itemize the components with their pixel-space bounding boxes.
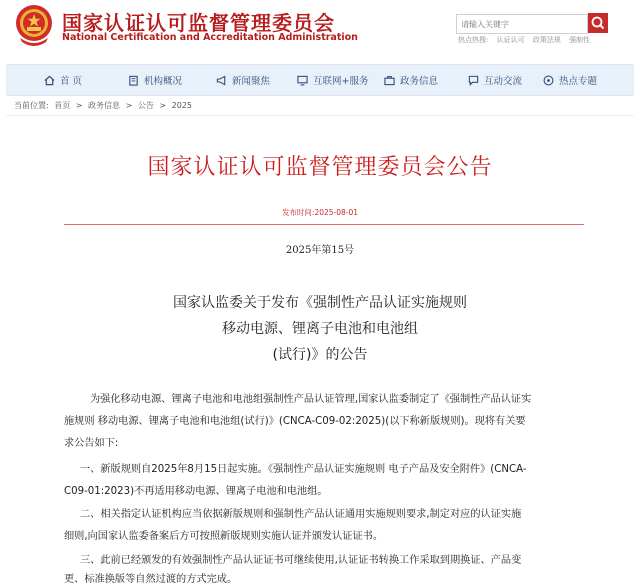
site-header [0, 0, 640, 58]
body-paragraph-line: 更、标准换版等自然过渡的方式完成。 [64, 574, 238, 585]
body-paragraph-line: 为强化移动电源、锂离子电池和电池组强制性产品认证管理,国家认监委制定了《强制性产品认证实 [90, 394, 532, 405]
search-button[interactable] [588, 13, 608, 33]
breadcrumb-link[interactable]: 首页 [54, 101, 71, 110]
nav-item-news[interactable] [216, 65, 270, 95]
nav-item-services[interactable] [297, 65, 368, 95]
hot-search-term[interactable]: 政策法规 [532, 36, 561, 44]
document-title-line: 移动电源、锂离子电池和电池组 [222, 321, 418, 337]
body-paragraph-line: 施规则 移动电源、锂离子电池和电池组(试行)》(CNCA-C09-02:2025)(以下称新版规则)。现将有关要 [64, 416, 526, 427]
breadcrumb [14, 100, 195, 111]
hot-search-term[interactable]: 强制性 [569, 36, 591, 44]
building-icon [128, 75, 139, 86]
site-name-en: National Certification and Accreditation Administration [62, 32, 358, 43]
hot-search-term[interactable]: 认证认可 [496, 36, 525, 44]
nav-item-label: 热点专题 [559, 76, 598, 87]
briefcase-icon [384, 75, 395, 86]
chat-icon [468, 75, 479, 86]
document-title-line: (试行)》的公告 [272, 347, 368, 363]
site-name-cn[interactable]: 国家认证认可监督管理委员会 [62, 11, 335, 35]
body-paragraph-line: 二、相关指定认证机构应当依据新版规则和强制性产品认证通用实施规则要求,制定对应的认证实施 [80, 509, 522, 520]
main-nav [6, 64, 634, 96]
breadcrumb-separator: > [159, 101, 167, 110]
breadcrumb-link[interactable]: 2025 [171, 101, 192, 110]
nav-item-label: 首 页 [60, 76, 83, 87]
hot-search [458, 35, 596, 45]
home-icon [44, 75, 55, 86]
divider [6, 115, 634, 116]
nav-item-interaction[interactable] [468, 65, 522, 95]
nav-item-home[interactable] [44, 65, 82, 95]
search-icon [588, 13, 608, 33]
national-emblem-icon[interactable] [14, 4, 54, 48]
breadcrumb-link[interactable]: 公告 [137, 101, 154, 110]
body-paragraph-line: C09-01:2023)不再适用移动电源、锂离子电池和电池组。 [64, 486, 328, 497]
nav-item-topics[interactable] [543, 65, 597, 95]
body-paragraph-line: 细则,向国家认监委备案后方可按照新版规则实施认证并颁发认证证书。 [64, 531, 384, 542]
hot-search-label: 热点热搜: [458, 36, 489, 44]
document-title-line: 国家认监委关于发布《强制性产品认证实施规则 [173, 295, 467, 311]
body-paragraph-line: 三、此前已经颁发的有效强制性产品认证证书可继续使用,认证证书转换工作采取到期换证、产品变 [80, 555, 522, 566]
nav-item-label: 互动交流 [484, 76, 523, 87]
body-paragraph-line: 一、新版规则自2025年8月15日起实施。《强制性产品认证实施规则 电子产品及安全附件》(CNCA- [80, 464, 527, 475]
nav-item-label: 互联网+服务 [313, 76, 369, 87]
publish-date: 发布时间:2025-08-01 [281, 208, 359, 217]
star-icon [543, 75, 554, 86]
nav-item-label: 机构概况 [144, 76, 183, 87]
nav-item-about[interactable] [128, 65, 182, 95]
breadcrumb-separator: > [75, 101, 83, 110]
body-paragraph-line: 求公告如下: [64, 438, 119, 449]
search-input[interactable] [461, 17, 581, 31]
monitor-icon [297, 75, 308, 86]
nav-item-label: 政务信息 [400, 76, 439, 87]
breadcrumb-link[interactable]: 政务信息 [88, 101, 121, 110]
page-title: 国家认证认可监督管理委员会公告 [147, 155, 493, 180]
breadcrumb-separator: > [125, 101, 133, 110]
megaphone-icon [216, 75, 227, 86]
breadcrumb-prefix: 当前位置: [14, 101, 49, 110]
nav-item-gov-info[interactable] [384, 65, 438, 95]
search-box [456, 14, 588, 34]
nav-item-label: 新闻聚焦 [232, 76, 271, 87]
title-divider [64, 224, 584, 225]
document-number: 2025年第15号 [285, 245, 355, 256]
